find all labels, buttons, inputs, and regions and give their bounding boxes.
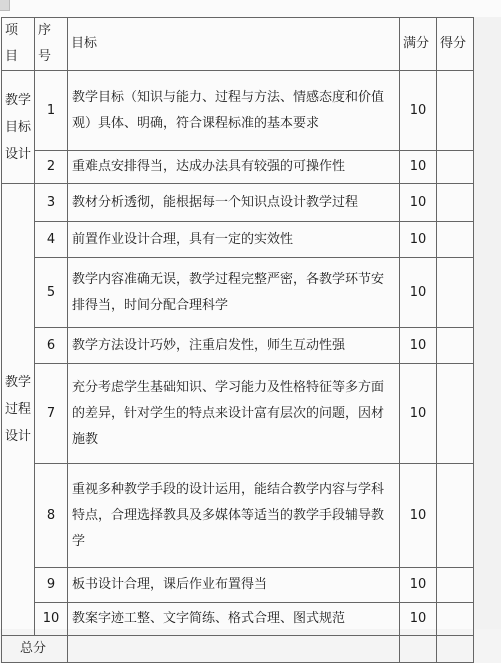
table-row — [2, 603, 474, 636]
total-full-score-cell — [400, 636, 437, 663]
total-goal-cell — [68, 636, 400, 663]
row-full-score: 10 — [400, 568, 437, 603]
row-score — [437, 328, 474, 364]
table-row — [2, 184, 474, 222]
row-score — [437, 151, 474, 184]
row-full-score: 10 — [400, 364, 437, 464]
evaluation-table — [1, 17, 474, 663]
row-goal: 板书设计合理，课后作业布置得当 — [68, 568, 400, 603]
row-score — [437, 184, 474, 222]
row-score — [437, 71, 474, 151]
header-full-score: 满分 — [400, 18, 437, 71]
page-edge-shade — [474, 17, 501, 629]
section-name — [2, 71, 35, 184]
row-index: 8 — [35, 464, 68, 568]
row-goal: 前置作业设计合理，具有一定的实效性 — [68, 222, 400, 258]
row-full-score: 10 — [400, 151, 437, 184]
row-full-score: 10 — [400, 71, 437, 151]
table-row — [2, 258, 474, 328]
row-score — [437, 568, 474, 603]
table-row — [2, 328, 474, 364]
row-full-score: 10 — [400, 222, 437, 258]
row-full-score: 10 — [400, 328, 437, 364]
row-goal: 重难点安排得当，达成办法具有较强的可操作性 — [68, 151, 400, 184]
header-row — [2, 18, 474, 71]
table-row — [2, 222, 474, 258]
row-index: 3 — [35, 184, 68, 222]
row-index: 9 — [35, 568, 68, 603]
row-score — [437, 364, 474, 464]
row-index: 10 — [35, 603, 68, 636]
header-goal: 目标 — [68, 18, 400, 71]
row-goal: 教案字迹工整、文字简练、格式合理、图式规范 — [68, 603, 400, 636]
row-full-score: 10 — [400, 258, 437, 328]
page-corner-mark — [0, 0, 10, 11]
section-label: 教学目标设计 — [4, 92, 31, 162]
total-label: 总分 — [2, 636, 68, 663]
row-index: 2 — [35, 151, 68, 184]
table-row — [2, 151, 474, 184]
table-row — [2, 568, 474, 603]
total-row — [2, 636, 474, 663]
row-index: 5 — [35, 258, 68, 328]
row-full-score: 10 — [400, 184, 437, 222]
row-index: 4 — [35, 222, 68, 258]
row-goal: 教学方法设计巧妙，注重启发性，师生互动性强 — [68, 328, 400, 364]
row-goal: 充分考虑学生基础知识、学习能力及性格特征等多方面的差异，针对学生的特点来设计富有层次的问题，因材施教 — [68, 364, 400, 464]
row-goal: 教学内容准确无误，教学过程完整严密，各教学环节安排得当，时间分配合理科学 — [68, 258, 400, 328]
row-score — [437, 258, 474, 328]
table-row — [2, 464, 474, 568]
table-row — [2, 364, 474, 464]
total-score-cell — [437, 636, 474, 663]
row-score — [437, 464, 474, 568]
section-name — [2, 184, 35, 636]
row-score — [437, 603, 474, 636]
row-goal: 重视多种教学手段的设计运用，能结合教学内容与学科特点，合理选择教具及多媒体等适当的教学手段辅导教学 — [68, 464, 400, 568]
row-score — [437, 222, 474, 258]
row-index: 6 — [35, 328, 68, 364]
header-project: 项目 — [2, 18, 35, 71]
header-score: 得分 — [437, 18, 474, 71]
row-full-score: 10 — [400, 464, 437, 568]
row-full-score: 10 — [400, 603, 437, 636]
table-row — [2, 71, 474, 151]
row-index: 1 — [35, 71, 68, 151]
row-index: 7 — [35, 364, 68, 464]
section-label: 教学过程设计 — [4, 375, 31, 444]
row-goal: 教材分析透彻，能根据每一个知识点设计教学过程 — [68, 184, 400, 222]
row-goal: 教学目标（知识与能力、过程与方法、情感态度和价值观）具体、明确，符合课程标准的基本要求 — [68, 71, 400, 151]
header-index: 序号 — [35, 18, 68, 71]
